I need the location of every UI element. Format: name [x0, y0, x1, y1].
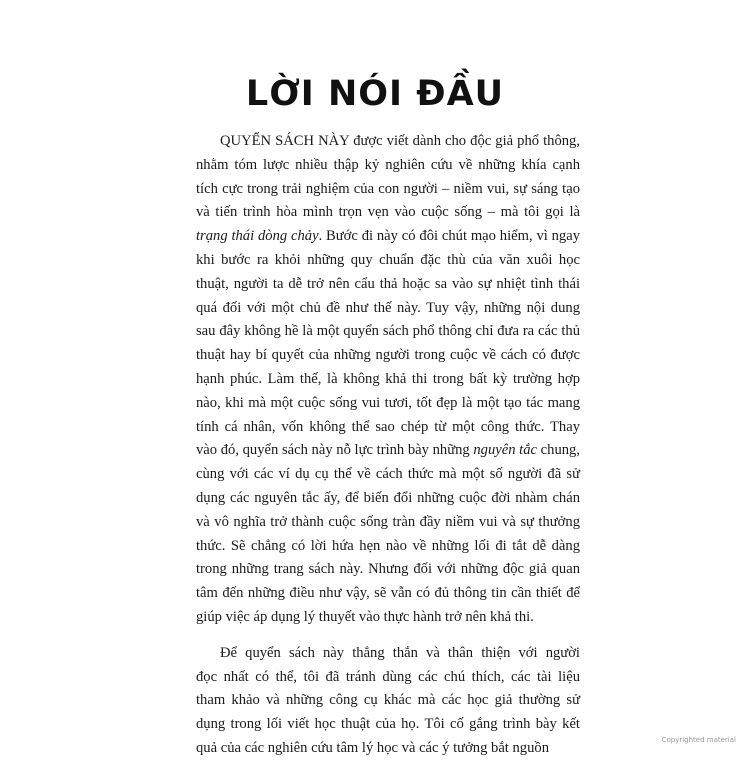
text-line: và vô nghĩa trở thành cuộc sống tràn đầy niềm vui và sự thưởng: [196, 513, 580, 530]
page-title: LỜI NÓI ĐẦU: [245, 74, 505, 114]
text-line: tính cá nhân, vốn không thể sao chép từ một công thức. Thay: [196, 418, 580, 435]
emphasis-text: trạng thái dòng chảy: [196, 228, 319, 245]
text-line: tham khảo và những công cụ khác mà các học giả thường sử: [196, 692, 580, 709]
text-line: đọc nhất có thể, tôi đã tránh dùng các chú thích, các tài liệu: [196, 668, 580, 685]
text-line: nhằm tóm lược nhiều thập kỷ nghiên cứu về những khía cạnh: [196, 156, 580, 173]
text-line: dụng các nguyên tắc ấy, để biến đổi những cuộc đời nhàm chán: [196, 489, 580, 506]
text-line: nào, khi mà một cuộc sống vui tươi, tốt đẹp là một tạo tác mang: [196, 394, 580, 411]
text-line: giúp việc áp dụng lý thuyết vào thực hành trở nên khả thi.: [196, 608, 534, 625]
text-line: và tiến trình hòa mình trọn vẹn vào cuộc sống – mà tôi gọi là: [196, 204, 580, 221]
text-line: quá đối với một chủ đề như thế này. Tuy vậy, những nội dung: [196, 299, 580, 316]
text-line: dụng trong lối viết học thuật của họ. Tôi cố gắng trình bày kết: [196, 716, 580, 733]
body-text: [196, 130, 580, 761]
text-line: tâm đến những điều như vậy, sẽ vẫn có đủ thông tin cần thiết để: [196, 585, 580, 602]
text-line: hạnh phúc. Làm thế, là không khả thi trong bất kỳ trường hợp: [196, 370, 580, 387]
text-line: sau đây không hề là một quyển sách phổ thông chỉ đưa ra các thủ: [196, 323, 580, 340]
text-line: QUYỂN SÁCH NÀY được viết dành cho độc giả phổ thông,: [220, 133, 580, 149]
text-line: thuật hay bí quyết của những người trong cuộc về cách có được: [196, 347, 580, 364]
text-line: quả của các nghiên cứu tâm lý học và các ý tưởng bắt nguồn: [196, 739, 549, 756]
paragraph-gap: [196, 630, 580, 642]
text-line: khi bước ra khỏi những quy chuẩn đặc thù của văn xuôi học: [196, 251, 580, 268]
text-line: vào đó, quyển sách này nỗ lực trình bày những nguyên tắc chung,: [196, 442, 580, 459]
copyright-watermark: Copyrighted material: [661, 736, 736, 744]
text-line: thuật, người ta dễ trở nên cẩu thả hoặc sa vào sự nhiệt tình thái: [196, 275, 580, 292]
text-line: thức. Sẽ chẳng có lời hứa hẹn nào về những lối đi tắt dễ dàng: [196, 537, 580, 554]
text-line: tích cực trong trải nghiệm của con người – niềm vui, sự sáng tạo: [196, 180, 580, 197]
emphasis-text: nguyên tắc: [473, 442, 538, 459]
text-line: trong những trang sách này. Nhưng đối với những độc giả quan: [196, 561, 580, 578]
text-line: Để quyển sách này thẳng thắn và thân thiện với người: [220, 644, 580, 661]
text-line: cùng với các ví dụ cụ thể về cách thức mà một số người đã sử: [196, 466, 580, 483]
text-line: trạng thái dòng chảy. Bước đi này có đôi chút mạo hiểm, vì ngay: [196, 228, 580, 245]
